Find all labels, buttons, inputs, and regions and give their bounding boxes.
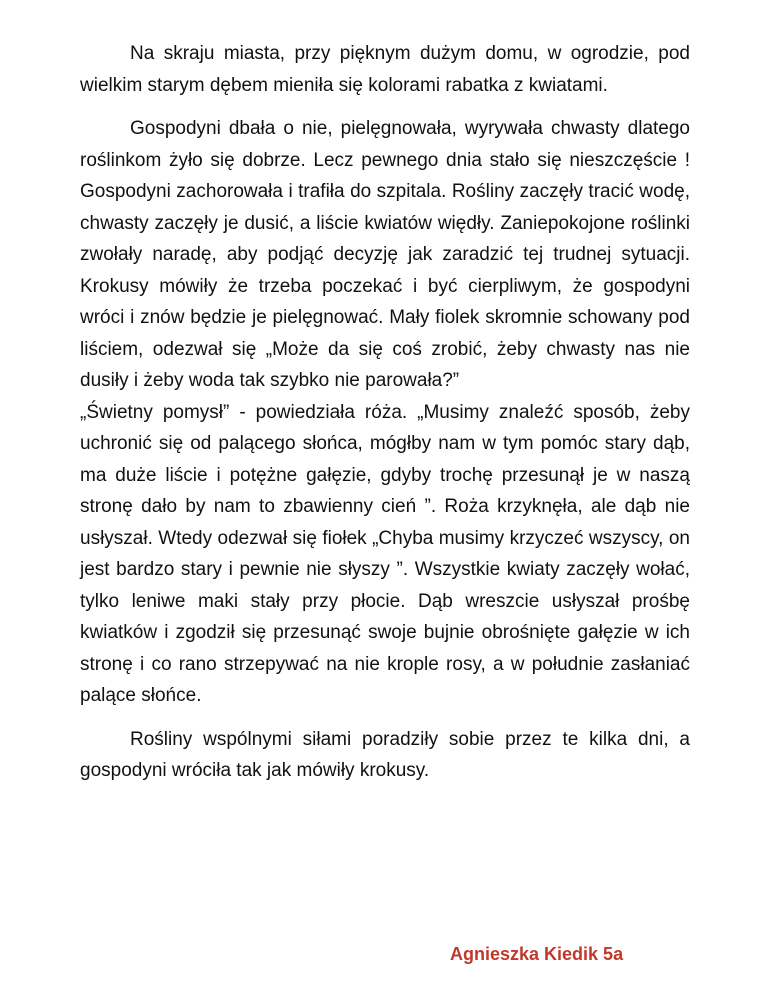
paragraph-problem: Gospodyni dbała o nie, pielęgnowała, wyrywała chwasty dlatego roślinkom żyło się dobrze. Lecz pewnego dnia stało się nieszczęście ! Gospodyni zachorowała i trafiła do szpitala. Rośliny zaczęły tracić wodę, chwasty zaczęły je dusić, a liście kwiatów więdły. Zaniepokojone roślinki zwołały naradę, aby podjąć decyzję jak zaradzić tej trudnej sytuacji. Krokusy mówiły że trzeba poczekać i być cierpliwym, że gospodyni wróci i znów będzie je pielęgnować. Mały fiolek skromnie schowany pod liściem, odezwał się „Może da się coś zrobić, żeby chwasty nas nie dusiły i żeby woda tak szybko nie parowała?” [80,118,690,391]
paragraph-dialogue: „Świetny pomysł” - powiedziała róża. „Musimy znaleźć sposób, żeby uchronić się od palącego słońca, mógłby nam w tym pomóc stary dąb, ma duże liście i potężne gałęzie, gdyby trochę przesunął je w naszą stronę dało by nam to zbawienny cień ”. Roża krzyknęła, ale dąb nie usłyszał. Wtedy odezwał się fiołek „Chyba musimy krzyczeć wszyscy, on jest bardzo stary i pewnie nie słyszy ”. Wszystkie kwiaty zaczęły wołać, tylko leniwe maki stały przy płocie. Dąb wreszcie usłyszał prośbę kwiatków i zgodził się przesunąć swoje bujnie obrośnięte gałęzie w ich stronę i co rano strzepywać na nie krople rosy, a w południe zasłaniać palące słońce. [80,401,690,706]
story-text [80,38,690,787]
paragraph-ending: Rośliny wspólnymi siłami poradziły sobie przez te kilka dni, a gospodyni wróciła tak jak mówiły krokusy. [80,728,690,781]
author-signature: Agnieszka Kiedik 5a [450,944,624,964]
paragraph-intro: Na skraju miasta, przy pięknym dużym domu, w ogrodzie, pod wielkim starym dębem mieniła się kolorami rabatka z kwiatami. [80,43,690,96]
